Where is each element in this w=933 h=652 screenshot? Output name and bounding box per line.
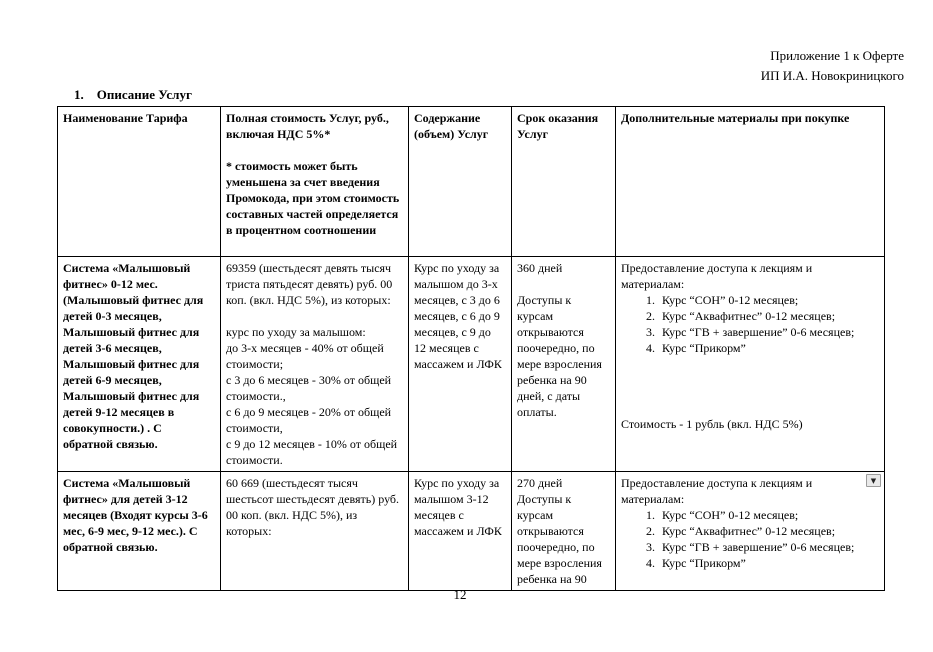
materials-list-item: 1. Курс “СОН” 0-12 месяцев; — [658, 507, 878, 523]
tariff-name: Система «Малышовый фитнес» 0-12 мес. (Малышовый фитнес для детей 0-3 месяцев, Малышовый фитнес для детей 3-6 месяцев, Малышовый фитнес для детей 6-9 месяцев, Малышовый фитнес для детей 9-12 месяцев в совокупности.) . С обратной связью. — [63, 261, 204, 451]
content-text: Курс по уходу за малышом до 3-х месяцев, с 3 до 6 месяцев, с 6 до 9 месяцев, с 9 до 12 месяцев с массажем и ЛФК — [414, 261, 502, 371]
content-cell — [409, 472, 512, 591]
col-header-cost-title: Полная стоимость Услуг, руб., включая НДС 5%* — [226, 111, 389, 141]
materials-intro: Предоставление доступа к лекциям и материалам: — [621, 476, 813, 506]
col-header-cost-note: * стоимость может быть уменьшена за счет введения Промокода, при этом стоимость составных частей определяется в процентном соотношении — [226, 159, 400, 237]
document-header — [761, 46, 904, 86]
term-days: 360 дней — [517, 261, 563, 275]
materials-list — [621, 507, 878, 571]
col-header-term-title: Срок оказания Услуг — [517, 111, 599, 141]
materials-list-item: 1. Курс “СОН” 0-12 месяцев; — [658, 292, 878, 308]
materials-list-item: 2. Курс “Аквафитнес” 0-12 месяцев; — [658, 523, 878, 539]
tariff-cell — [58, 257, 221, 472]
materials-list — [621, 292, 878, 356]
content-cell — [409, 257, 512, 472]
cost-intro: 60 669 (шестьдесят тысяч шестьсот шестьдесят девять) руб. 00 коп. (вкл. НДС 5%), из которых: — [226, 476, 400, 538]
header-line-entrepreneur: ИП И.А. Новокриницкого — [760, 68, 904, 83]
cost-intro: 69359 (шестьдесят девять тысяч триста пятьдесят девять) руб. 00 коп. (вкл. НДС 5%), из которых: — [226, 261, 393, 307]
cost-cell — [221, 257, 409, 472]
term-note: Доступы к курсам открываются поочередно, по мере взросления ребенка на 90 дней, с даты оплаты. — [517, 293, 602, 419]
materials-list-item: 2. Курс “Аквафитнес” 0-12 месяцев; — [658, 308, 878, 324]
materials-cell — [616, 257, 885, 472]
section-heading — [74, 87, 192, 103]
materials-intro: Предоставление доступа к лекциям и материалам: — [621, 261, 813, 291]
tariff-name: Система «Малышовый фитнес» для детей 3-12 месяцев (Входят курсы 3-6 мес, 6-9 мес, 9-12 мес.). С обратной связью. — [63, 476, 208, 554]
materials-list-item: 4. Курс “Прикорм” — [658, 340, 878, 356]
col-header-cost — [221, 107, 409, 257]
table-header-row — [58, 107, 885, 257]
col-header-tariff — [58, 107, 221, 257]
content-text: Курс по уходу за малышом 3-12 месяцев с массажем и ЛФК — [414, 476, 502, 538]
term-cell — [512, 257, 616, 472]
table-row — [58, 257, 885, 472]
materials-list-item: 3. Курс “ГВ + завершение” 0-6 месяцев; — [658, 324, 878, 340]
page-number: 12 — [453, 587, 467, 602]
section-heading-number: 1. — [74, 87, 84, 102]
col-header-tariff-title: Наименование Тарифа — [63, 111, 188, 125]
term-days: 270 дней — [517, 476, 563, 490]
term-cell — [512, 472, 616, 591]
cost-line: с 6 до 9 месяцев - 20% от общей стоимости, — [226, 405, 392, 435]
col-header-materials-title: Дополнительные материалы при покупке — [621, 111, 850, 125]
materials-list-item: 3. Курс “ГВ + завершение” 0-6 месяцев; — [658, 539, 878, 555]
cost-line: с 9 до 12 месяцев - 10% от общей стоимости. — [226, 437, 398, 467]
col-header-term — [512, 107, 616, 257]
cost-line: курс по уходу за малышом: — [226, 325, 366, 339]
cost-line: до 3-х месяцев - 40% от общей стоимости; — [226, 341, 384, 371]
tariff-table — [57, 106, 885, 591]
cost-line: с 3 до 6 месяцев - 30% от общей стоимости., — [226, 373, 392, 403]
col-header-materials — [616, 107, 885, 257]
dropdown-arrow-icon[interactable]: ▼ — [866, 474, 881, 487]
term-note: Доступы к курсам открываются поочередно, по мере взросления ребенка на 90 — [517, 492, 602, 586]
cost-cell — [221, 472, 409, 591]
header-line-appendix: Приложение 1 к Оферте — [770, 48, 904, 63]
col-header-content — [409, 107, 512, 257]
col-header-content-title: Содержание (объем) Услуг — [414, 111, 489, 141]
materials-price-note: Стоимость - 1 рубль (вкл. НДС 5%) — [621, 417, 803, 431]
section-heading-title: Описание Услуг — [96, 87, 192, 102]
materials-cell — [616, 472, 885, 591]
tariff-cell — [58, 472, 221, 591]
table-row — [58, 472, 885, 591]
materials-list-item: 4. Курс “Прикорм” — [658, 555, 878, 571]
